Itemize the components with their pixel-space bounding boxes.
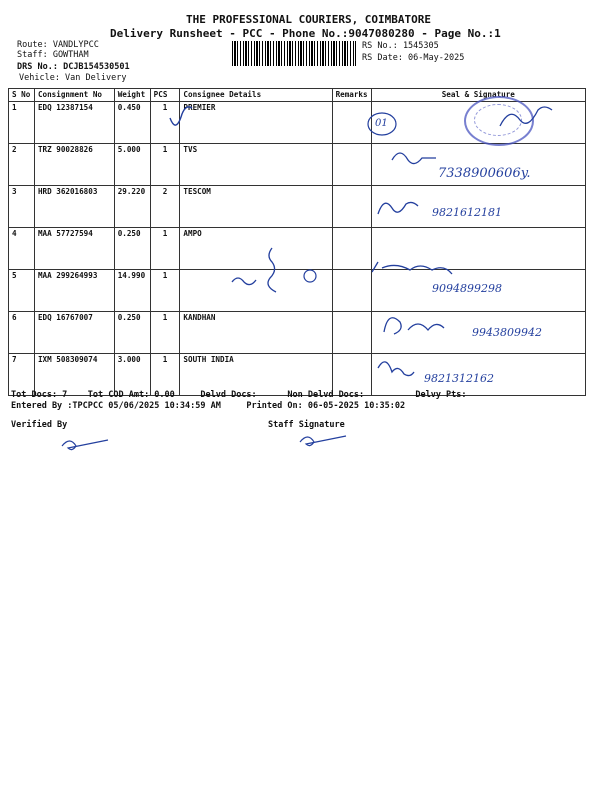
cell-consignment: HRD 362016803	[34, 186, 114, 228]
cell-consignee: TESCOM	[180, 186, 332, 228]
verified-by-label: Verified By	[11, 420, 68, 430]
handwritten-phone-row2: 7338900606y.	[438, 166, 531, 181]
staff-signature-mark	[300, 436, 346, 446]
col-sno: S No	[9, 89, 35, 102]
col-weight: Weight	[114, 89, 150, 102]
signature-row5-dot	[304, 270, 316, 282]
signature-row6	[384, 318, 444, 334]
cell-weight: 29.220	[114, 186, 150, 228]
tot-docs: Tot Docs: 7	[11, 390, 68, 400]
cell-pcs: 1	[150, 144, 180, 186]
rs-date: RS Date: 06-May-2025	[362, 53, 465, 63]
cell-consignee: TVS	[180, 144, 332, 186]
cell-weight: 0.250	[114, 312, 150, 354]
cell-consignee: KANDHAN	[180, 312, 332, 354]
tot-cod-amt: Tot COD Amt: 0.00	[87, 390, 175, 400]
staff-label: Staff: GOWTHAM	[17, 50, 89, 60]
signature-row3	[378, 202, 418, 214]
col-pcs: PCS	[150, 89, 180, 102]
printed-on: Printed On: 06-05-2025 10:35:02	[246, 401, 406, 411]
handwritten-remark-row1: 01	[375, 118, 388, 129]
entry-print-line	[11, 401, 405, 411]
cell-sno: 2	[9, 144, 35, 186]
cell-weight: 0.250	[114, 228, 150, 270]
rs-number: RS No.: 1545305	[362, 41, 439, 51]
cell-consignee: SOUTH INDIA	[180, 354, 332, 396]
cell-pcs: 1	[150, 270, 180, 312]
totals-line	[11, 390, 467, 400]
cell-consignment: IXM 508309074	[34, 354, 114, 396]
handwritten-phone-row5: 9094899298	[432, 282, 502, 295]
cell-pcs: 1	[150, 312, 180, 354]
route-label: Route: VANDLYPCC	[17, 40, 99, 50]
cell-consignment: MAA 299264993	[34, 270, 114, 312]
drs-value: DCJB154530501	[63, 62, 130, 72]
cell-consignment: MAA 57727594	[34, 228, 114, 270]
col-consignment: Consignment No	[34, 89, 114, 102]
drs-label: DRS No.:	[17, 62, 58, 72]
staff-signature-label: Staff Signature	[268, 420, 345, 430]
cell-sno: 1	[9, 102, 35, 144]
non-delvd-docs: Non Delvd Docs:	[287, 390, 365, 400]
cell-weight: 0.450	[114, 102, 150, 144]
verified-by-signature	[62, 440, 108, 450]
cell-sno: 3	[9, 186, 35, 228]
cell-weight: 3.000	[114, 354, 150, 396]
cell-pcs: 1	[150, 102, 180, 144]
col-consignee: Consignee Details	[180, 89, 332, 102]
delvd-docs: Delvd Docs:	[200, 390, 257, 400]
signature-row7	[378, 362, 414, 376]
check-mark-row1	[170, 107, 192, 125]
cell-weight: 14.990	[114, 270, 150, 312]
cell-sno: 6	[9, 312, 35, 354]
signature-row5-hook	[268, 248, 276, 292]
cell-consignee: PREMIER	[180, 102, 332, 144]
runsheet-subtitle: Delivery Runsheet - PCC - Phone No.:9047080280 - Page No.:1	[110, 27, 501, 40]
cell-pcs: 2	[150, 186, 180, 228]
cell-sno: 5	[9, 270, 35, 312]
vehicle-label: Vehicle: Van Delivery	[19, 73, 127, 83]
handwritten-phone-row6: 9943809942	[472, 326, 542, 339]
col-seal-signature: Seal & Signature	[371, 89, 585, 102]
cell-weight: 5.000	[114, 144, 150, 186]
signature-row2	[392, 153, 436, 164]
cell-sno: 7	[9, 354, 35, 396]
col-remarks: Remarks	[332, 89, 371, 102]
entered-by: Entered By :TPCPCC 05/06/2025 10:34:59 AM	[11, 401, 221, 411]
cell-pcs: 1	[150, 354, 180, 396]
delvy-pts: Delvy Pts:	[415, 390, 467, 400]
signature-row5	[372, 262, 452, 274]
handwritten-phone-row7: 9821312162	[424, 372, 494, 385]
cell-consignee: AMPO	[180, 228, 332, 270]
company-title: THE PROFESSIONAL COURIERS, COIMBATORE	[186, 13, 432, 26]
cell-pcs: 1	[150, 228, 180, 270]
cell-consignment: EDQ 16767007	[34, 312, 114, 354]
cell-consignment: EDQ 12387154	[34, 102, 114, 144]
handwritten-phone-row3: 9821612181	[432, 206, 502, 219]
cell-sno: 4	[9, 228, 35, 270]
signature-row1	[500, 107, 552, 126]
cell-consignment: TRZ 90028826	[34, 144, 114, 186]
signature-row5-consignee	[232, 278, 256, 285]
